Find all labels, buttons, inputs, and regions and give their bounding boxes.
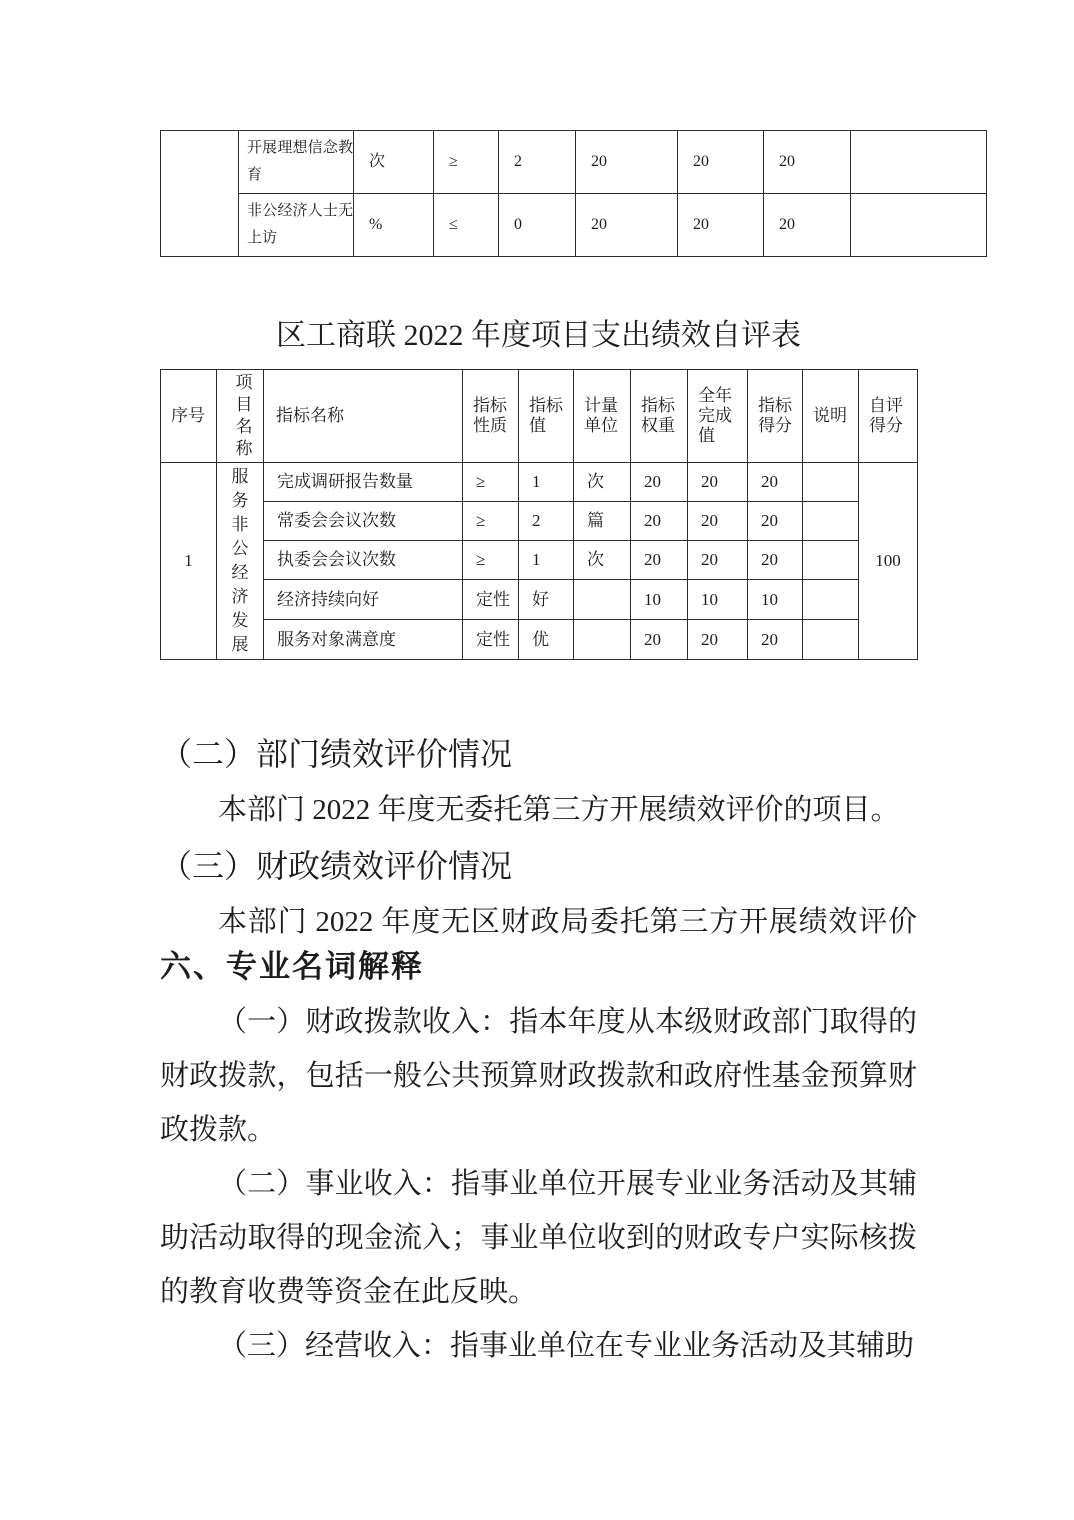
header-value: 指标值 [519,370,574,463]
cell-value: 优 [519,620,574,660]
cell-score: 20 [748,620,803,660]
cell-nature: ≥ [463,541,519,580]
evaluation-sections [160,726,917,950]
header-indicator: 指标名称 [264,370,463,463]
header-self-score: 自评得分 [859,370,918,463]
cell-value: 1 [519,463,574,502]
cell-indicator: 经济持续向好 [264,580,463,620]
cell-score: 20 [748,541,803,580]
cell-nature: ≥ [463,463,519,502]
table-title: 区工商联 2022 年度项目支出绩效自评表 [276,319,801,352]
cell-unit: 篇 [574,502,631,541]
table-row [161,541,918,580]
para-finance-evaluation: 本部门 2022 年度无区财政局委托第三方开展绩效评价 [218,906,917,938]
cell-value: 2 [499,131,576,194]
cell-nature: ≤ [434,194,499,257]
heading-dept-evaluation: （二）部门绩效评价情况 [160,736,513,772]
header-note: 说明 [803,370,859,463]
cell-unit: 次 [574,463,631,502]
cell-score: 20 [748,463,803,502]
cell-note [803,541,859,580]
cell-indicator: 常委会会议次数 [264,502,463,541]
cell-complete: 20 [688,620,748,660]
cell-note [803,502,859,541]
heading-finance-evaluation: （三）财政绩效评价情况 [160,848,513,884]
cell-note [803,463,859,502]
table-row [161,620,918,660]
table-row [161,580,918,620]
cell-score: 10 [748,580,803,620]
cell-complete: 20 [688,541,748,580]
cell-unit: % [354,194,434,257]
header-nature: 指标性质 [463,370,519,463]
cell-score: 20 [748,502,803,541]
cell-seq: 1 [161,463,217,660]
cell-note [851,194,987,257]
cell-note [851,131,987,194]
cell-nature: ≥ [463,502,519,541]
cell-nature: 定性 [463,620,519,660]
cell-weight: 20 [631,541,688,580]
cell-complete: 20 [688,502,748,541]
table-row [161,194,987,257]
cell-value: 好 [519,580,574,620]
cell-note [803,620,859,660]
para-dept-evaluation: 本部门 2022 年度无委托第三方开展绩效评价的项目。 [218,794,900,826]
header-weight: 指标权重 [631,370,688,463]
cell-indicator: 非公经济人士无上访 [239,194,354,257]
cell-weight: 20 [576,131,678,194]
cell-parent-empty [161,131,239,257]
cell-score: 20 [764,131,851,194]
cell-nature: ≥ [434,131,499,194]
cell-self-score: 100 [859,463,918,660]
cell-score: 20 [764,194,851,257]
header-unit: 计量单位 [574,370,631,463]
header-project: 项目名称 [217,370,264,463]
cell-value: 2 [519,502,574,541]
cell-complete: 20 [678,131,764,194]
cell-indicator: 开展理想信念教育 [239,131,354,194]
table-row [161,463,918,502]
cell-weight: 10 [631,580,688,620]
heading-terminology: 六、专业名词解释 [160,949,424,984]
cell-unit: 次 [354,131,434,194]
cell-complete: 20 [688,463,748,502]
cell-unit [574,580,631,620]
cell-nature: 定性 [463,580,519,620]
cell-weight: 20 [631,502,688,541]
cell-weight: 20 [631,620,688,660]
header-complete: 全年完成值 [688,370,748,463]
cell-complete: 20 [678,194,764,257]
cell-complete: 10 [688,580,748,620]
cell-unit [574,620,631,660]
term-fiscal-appropriation: （一）财政拨款收入：指本年度从本级财政部门取得的财政拨款，包括一般公共预算财政拨款和政府性基金预算财政拨款。 [160,1006,917,1146]
cell-weight: 20 [576,194,678,257]
term-operating-income: （三）经营收入：指事业单位在专业业务活动及其辅助 [218,1330,915,1362]
terminology-definitions [160,995,917,1373]
header-row [161,370,918,463]
header-seq: 序号 [161,370,217,463]
cell-weight: 20 [631,463,688,502]
header-score: 指标得分 [748,370,803,463]
table-row [161,131,987,194]
cell-indicator: 服务对象满意度 [264,620,463,660]
cell-value: 0 [499,194,576,257]
cell-value: 1 [519,541,574,580]
table-row [161,502,918,541]
prev-page-indicator-table [160,130,987,257]
term-institution-income: （二）事业收入：指事业单位开展专业业务活动及其辅助活动取得的现金流入；事业单位收到的财政专户实际核拨的教育收费等资金在此反映。 [160,1168,917,1308]
cell-unit: 次 [574,541,631,580]
cell-indicator: 完成调研报告数量 [264,463,463,502]
cell-project-name: 服务非公经济发展 [217,463,264,660]
cell-indicator: 执委会会议次数 [264,541,463,580]
cell-note [803,580,859,620]
self-evaluation-table [160,369,918,660]
